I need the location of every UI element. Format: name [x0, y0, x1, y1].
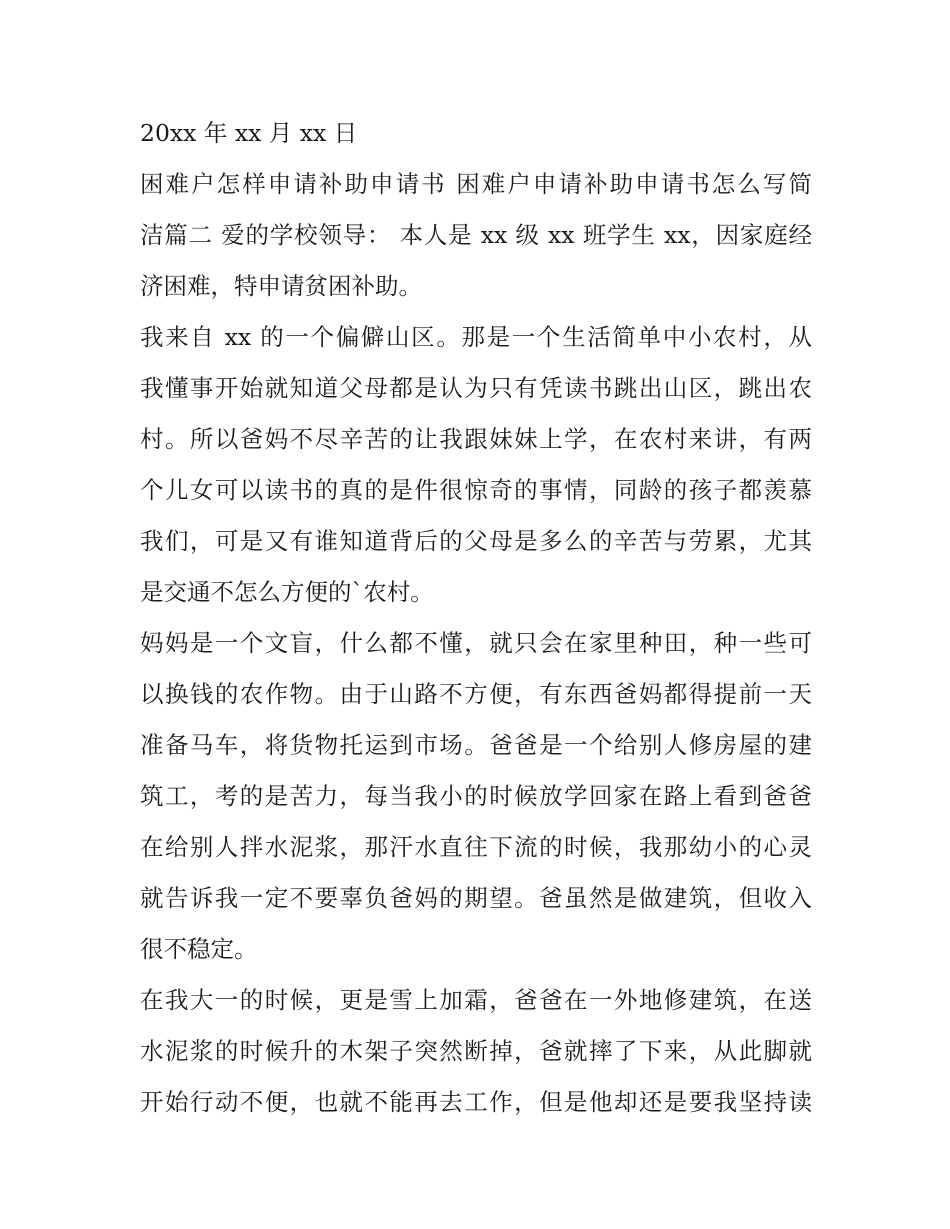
text-line: 我来自 xx 的一个偏僻山区。那是一个生活简单中小农村，从 — [140, 323, 812, 351]
text-line: 在给别人拌水泥浆，那汗水直往下流的时候，我那幼小的心灵 — [140, 833, 812, 861]
text-line: 水泥浆的时候升的木架子突然断掉，爸就摔了下来，从此脚就 — [140, 1037, 812, 1065]
date-line: 20xx 年 xx 月 xx 日 — [140, 119, 358, 147]
text-line: 准备马车，将货物托运到市场。爸爸是一个给别人修房屋的建 — [140, 731, 812, 759]
text-line: 以换钱的农作物。由于山路不方便，有东西爸妈都得提前一天 — [140, 680, 812, 708]
text-line: 很不稳定。 — [140, 935, 258, 963]
text-line: 个儿女可以读书的真的是件很惊奇的事情，同龄的孩子都羡慕 — [140, 476, 812, 504]
text-line: 筑工，考的是苦力，每当我小的时候放学回家在路上看到爸爸 — [140, 782, 812, 810]
text-line: 我们，可是又有谁知道背后的父母是多么的辛苦与劳累，尤其 — [140, 527, 812, 555]
text-line: 在我大一的时候，更是雪上加霜，爸爸在一外地修建筑，在送 — [140, 986, 812, 1014]
text-line: 就告诉我一定不要辜负爸妈的期望。爸虽然是做建筑，但收入 — [140, 884, 812, 912]
text-line: 困难户怎样申请补助申请书 困难户申请补助申请书怎么写简 — [140, 170, 812, 198]
document-body — [140, 108, 812, 1128]
text-line: 洁篇二 爱的学校领导： 本人是 xx 级 xx 班学生 xx，因家庭经 — [140, 221, 812, 249]
text-line: 村。所以爸妈不尽辛苦的让我跟妹妹上学，在农村来讲，有两 — [140, 425, 812, 453]
text-line: 开始行动不便，也就不能再去工作，但是他却还是要我坚持读 — [140, 1088, 812, 1116]
text-line: 妈妈是一个文盲，什么都不懂，就只会在家里种田，种一些可 — [140, 629, 812, 657]
text-line: 我懂事开始就知道父母都是认为只有凭读书跳出山区，跳出农 — [140, 374, 812, 402]
text-line: 济困难，特申请贫困补助。 — [140, 272, 422, 300]
text-line: 是交通不怎么方便的`农村。 — [140, 578, 434, 606]
